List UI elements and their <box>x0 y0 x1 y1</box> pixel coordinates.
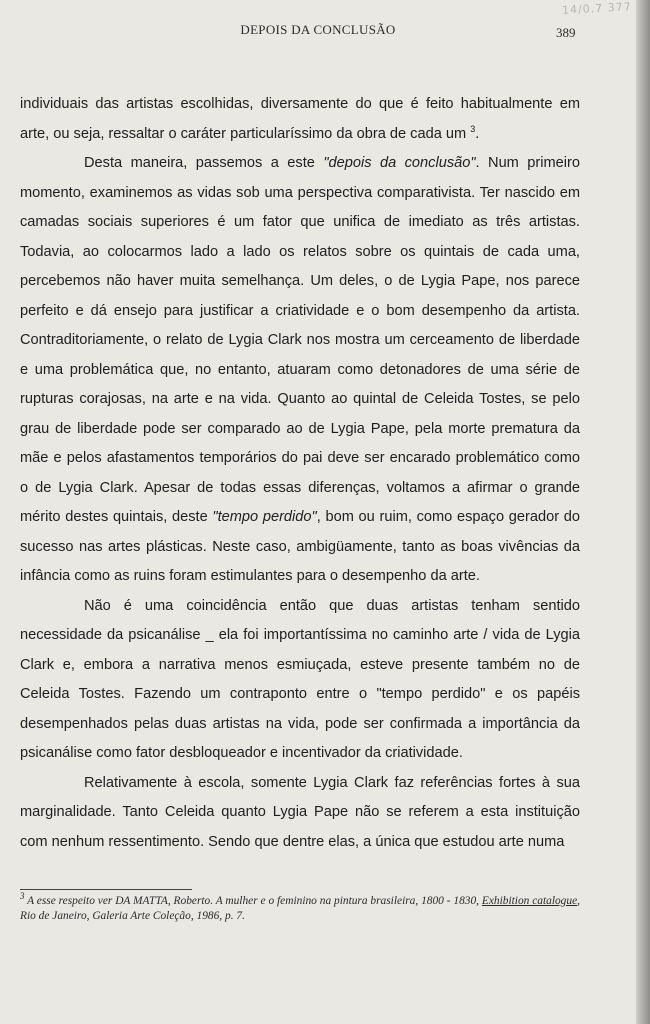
footnote-text-b: , Rio de Janeiro, Galeria Arte Coleção, 1986, p. 7. <box>20 895 580 922</box>
paragraph-1-end: . <box>475 125 480 142</box>
paragraph-2-text-c: , bom ou ruim, como espaço gerador do sucesso nas artes plásticas. Neste caso, ambigüamente, tanto as boas vivências da infância como as ruins foram estimulantes para o desempenho da arte. <box>20 509 580 584</box>
paragraph-2-text-a: Desta maneira, passemos a este <box>84 155 324 171</box>
page-number: 389 <box>556 25 576 40</box>
paragraph-1-text: individuais das artistas escolhidas, diversamente do que é feito habitualmente em arte, ou seja, ressaltar o caráter particularíssimo da obra de cada um <box>20 96 580 142</box>
footnote-text-a: A esse respeito ver DA MATTA, Roberto. A mulher e o feminino na pintura brasileira, 1800 - 1830, <box>24 895 480 907</box>
page-edge <box>636 0 650 1024</box>
paragraph-4: Relativamente à escola, somente Lygia Clark faz referências fortes à sua marginalidade. Tanto Celeida quanto Lygia Pape não se referem a esta instituição com nenhum ressentimento. Sendo que dentre elas, a única que estudou arte numa <box>20 774 580 850</box>
paragraph-2 <box>20 149 580 592</box>
paragraph-2-quote-2: "tempo perdido" <box>212 509 317 525</box>
paragraph-2-text-b: . Num primeiro momento, examinemos as vidas sob uma perspectiva comparativista. Ter nascido em camadas sociais superiores é um fator que unifica de imediato as três artistas. Todavia, ao colocarmos lado a lado os relatos sobre os quintais de cada uma, percebemos não haver muita semelhança. Um deles, o de Lygia Pape, nos parece perfeito e dá ensejo para justificar a criatividade e o bom desempenho da artista. Contraditoriamente, o relato de Lygia Clark nos mostra um cerceamento de liberdade e uma problemática que, no entanto, atuaram como detonadores de uma série de rupturas corajosas, na arte e na vida. Quanto ao quintal de Celeida Tostes, se pelo grau de liberdade pode ser comparado ao de Lygia Pape, pela morte prematura da mãe e pelos afastamentos temporários do pai deve ser encarado problemático como o de Lygia Clark. Apesar de todas essas diferenças, voltamos a afirmar o grande mérito destes quintais, deste <box>20 155 580 525</box>
paragraph-1 <box>20 90 580 149</box>
footnote-number: 3 <box>20 891 25 902</box>
footnote <box>20 891 580 924</box>
footnote-divider <box>20 889 192 890</box>
paragraph-3: Não é uma coincidência então que duas artistas tenham sentido necessidade da psicanálise _ ela foi importantíssima no caminho arte / vida de Lygia Clark e, embora a narrativa menos esmiuçada, esteve presente também no de Celeida Tostes. Fazendo um contraponto entre o "tempo perdido" e os papéis desempenhados pelas duas artistas na vida, pode ser confirmada a importância da psicanálise como fator desbloqueador e incentivador da criatividade. <box>20 597 580 761</box>
footnote-catalogue-title: Exhibition catalogue <box>481 895 578 907</box>
paragraph-2-quote: "depois da conclusão" <box>323 155 476 171</box>
pencil-annotation: 14/0.7 377 <box>561 0 632 17</box>
running-header-title: DEPOIS DA CONCLUSÃO <box>240 22 396 37</box>
footnote-reference: 3 <box>470 123 476 134</box>
body-text <box>20 90 580 857</box>
